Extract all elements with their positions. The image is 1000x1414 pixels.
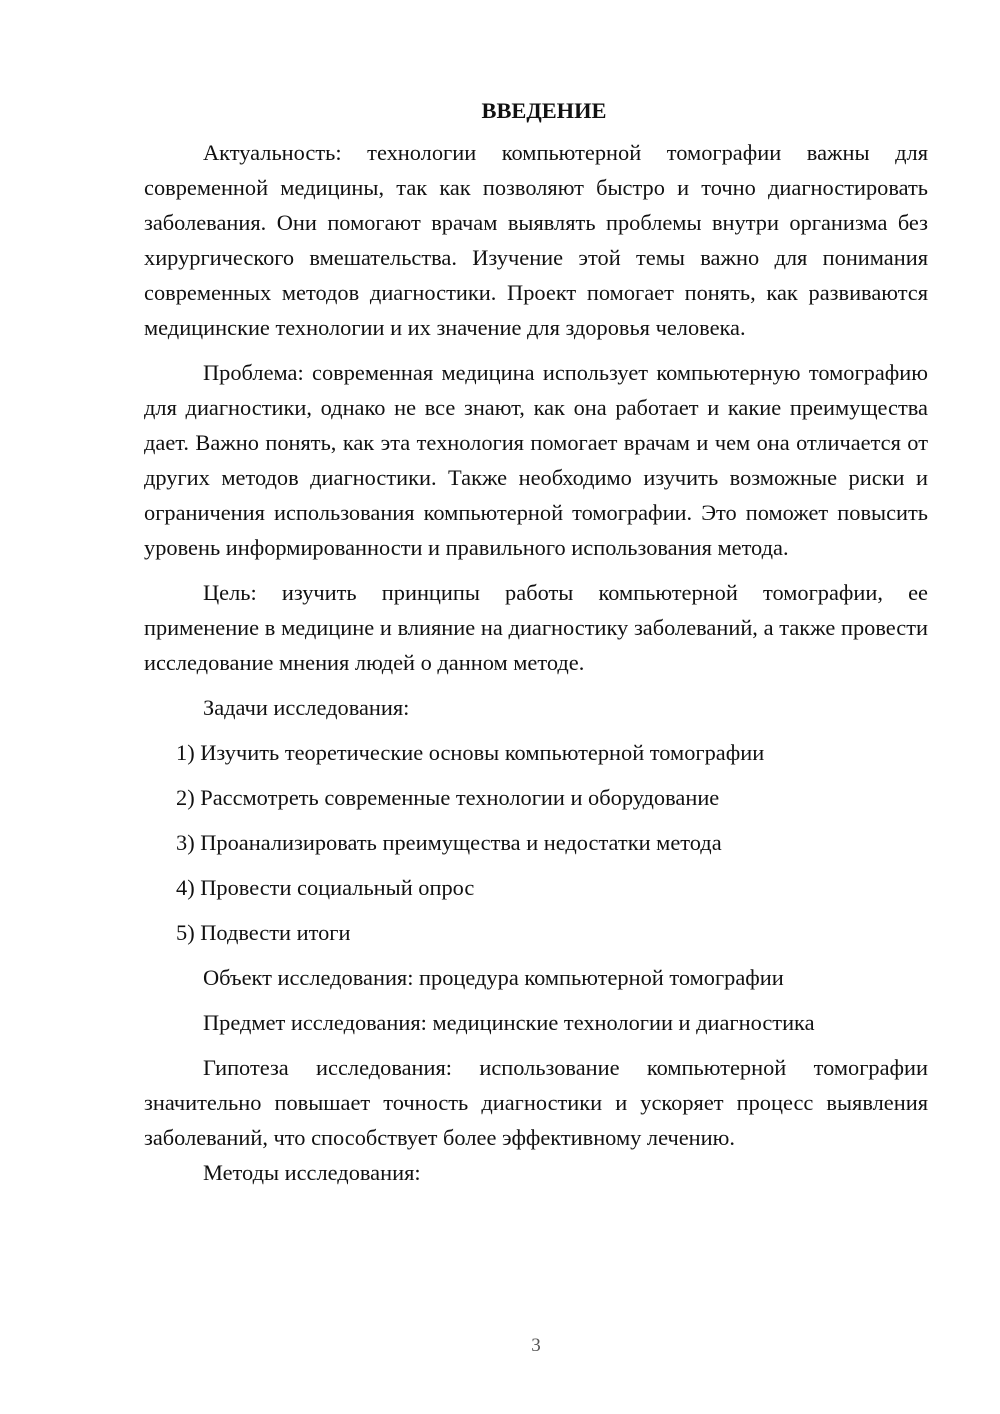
task-item: 3) Проанализировать преимущества и недостатки метода [176,830,722,855]
task-item: 1) Изучить теоретические основы компьютерной томографии [176,740,765,765]
task-item: 2) Рассмотреть современные технологии и оборудование [176,785,720,810]
tasks-heading: Задачи исследования: [203,695,410,720]
task-item: 4) Провести социальный опрос [176,875,475,900]
goal-paragraph: Цель: изучить принципы работы компьютерной томографии, ее применение в медицине и влияние на диагностику заболеваний, а также провести исследование мнения людей о данном методе. [144,580,928,675]
methods-heading: Методы исследования: [203,1160,421,1185]
document-page [144,96,928,1200]
relevance-paragraph: Актуальность: технологии компьютерной томографии важны для современной медицины, так как позволяют быстро и точно диагностировать заболевания. Они помогают врачам выявлять проблемы внутри организма без хирургического вмешательства. Изучение этой темы важно для понимания современных методов диагностики. Проект помогает понять, как развиваются медицинские технологии и их значение для здоровья человека. [144,140,928,340]
task-item: 5) Подвести итоги [176,920,351,945]
page-number: 3 [531,1335,541,1356]
problem-paragraph: Проблема: современная медицина использует компьютерную томографию для диагностики, однако не все знают, как она работает и какие преимущества дает. Важно понять, как эта технология помогает врачам и чем она отличается от других методов диагностики. Также необходимо изучить возможные риски и ограничения использования компьютерной томографии. Это поможет повысить уровень информированности и правильного использования метода. [144,360,928,560]
tasks-list [144,735,928,950]
hypothesis-paragraph: Гипотеза исследования: использование компьютерной томографии значительно повышает точность диагностики и ускоряет процесс выявления заболеваний, что способствует более эффективному лечению. [144,1055,928,1150]
research-object: Объект исследования: процедура компьютерной томографии [203,965,784,990]
research-subject: Предмет исследования: медицинские технологии и диагностика [203,1010,815,1035]
page-title: ВВЕДЕНИЕ [481,98,607,123]
